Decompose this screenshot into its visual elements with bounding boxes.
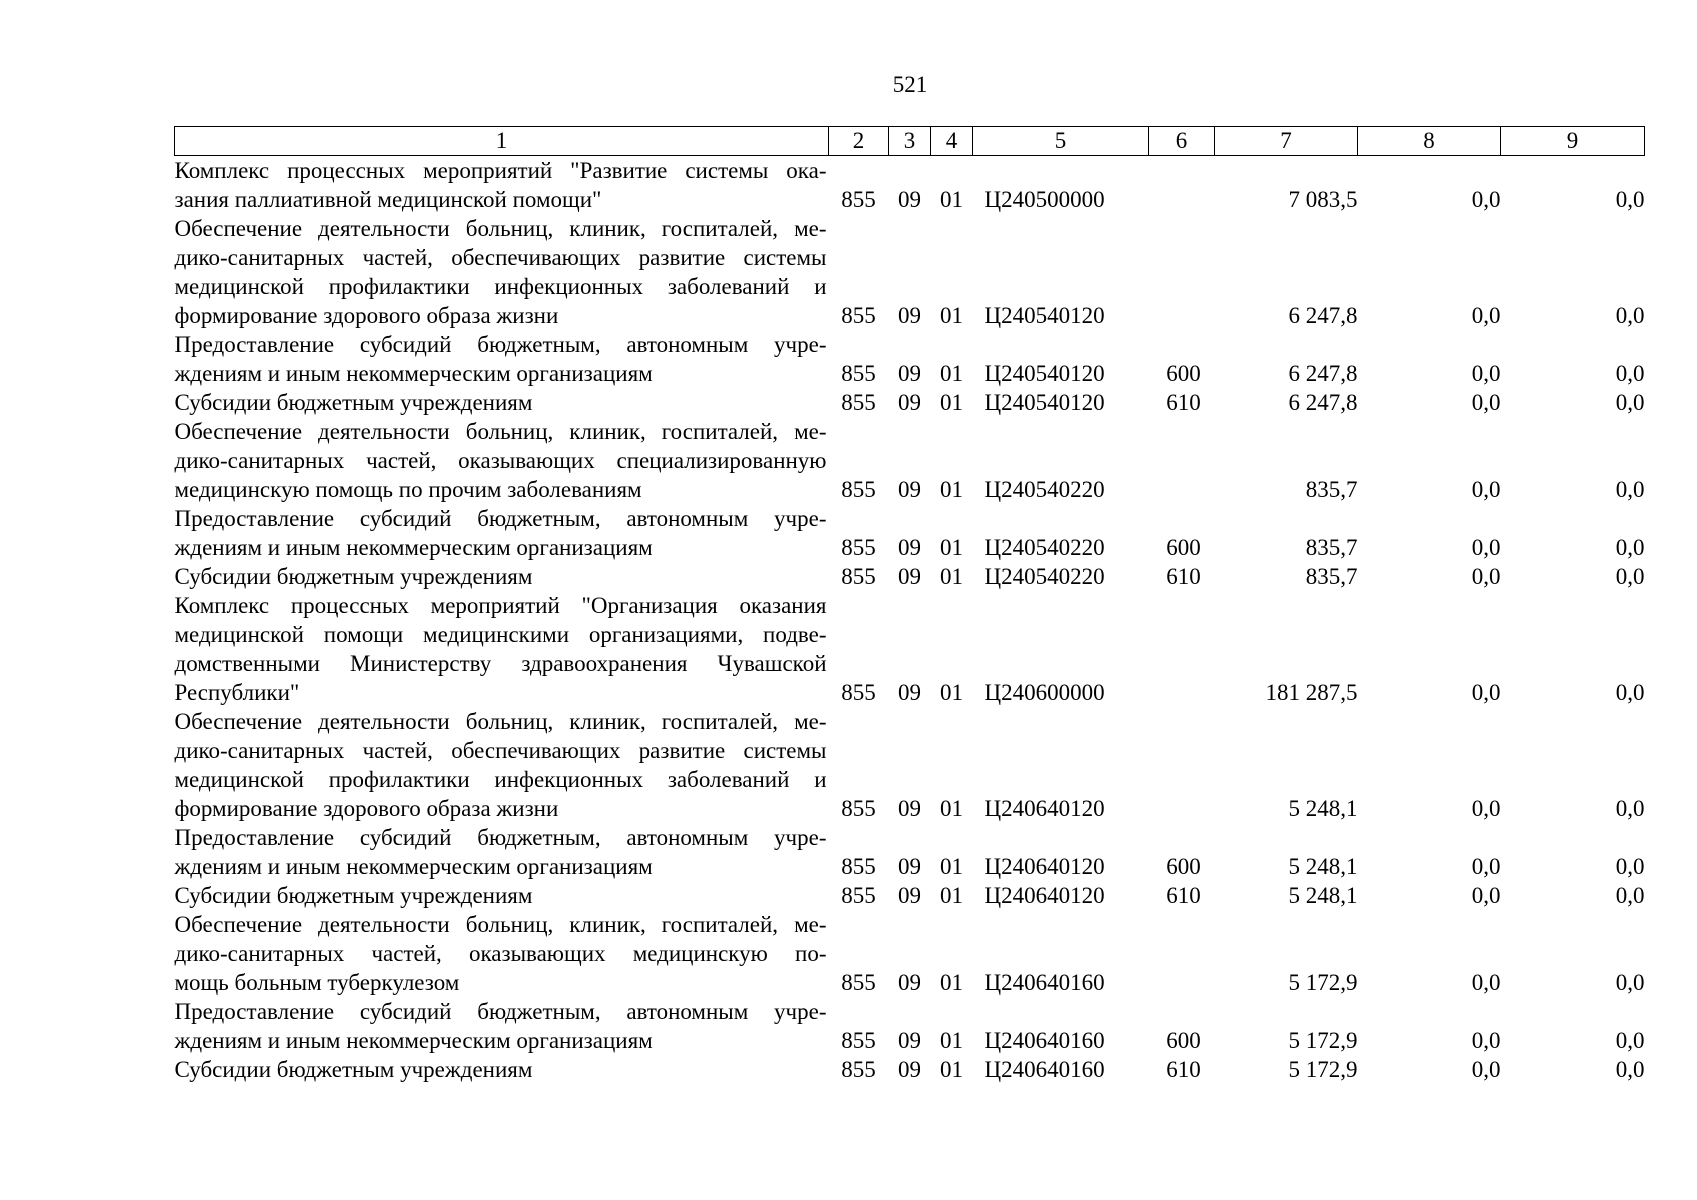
header-cell-9: 9	[1501, 127, 1645, 156]
row-name-line: ждениям и иным некоммерческим организациям	[174, 854, 653, 879]
section-code-cell: 09	[898, 477, 921, 502]
section-code-cell: 09	[898, 535, 921, 560]
ministry-code-cell: 855	[841, 970, 876, 995]
row-name-cell	[175, 562, 829, 591]
expense-type-cell: 600	[1166, 535, 1201, 560]
target-article-cell: Ц240640160	[984, 1057, 1105, 1082]
row-name-line: Обеспечение деятельности больниц, клиник, госпиталей, ме-	[174, 709, 827, 734]
row-name-line: Обеспечение деятельности больниц, клиник, госпиталей, ме-	[174, 419, 827, 444]
expense-type-cell: 600	[1166, 854, 1201, 879]
expense-type-cell: 600	[1166, 361, 1201, 386]
amount-col9-cell: 0,0	[1615, 564, 1645, 589]
amount-col8-cell: 0,0	[1471, 477, 1501, 502]
subsection-code-cell: 01	[940, 535, 963, 560]
amount-col8-cell: 0,0	[1471, 1028, 1501, 1053]
target-article-cell: Ц240640160	[984, 970, 1105, 995]
row-name-line: медицинской профилактики инфекционных заболеваний и	[174, 767, 827, 792]
table-row	[175, 910, 1645, 997]
row-name-line: дико-санитарных частей, оказывающих специализированную	[174, 448, 827, 473]
header-cell-5: 5	[973, 127, 1149, 156]
amount-col9-cell: 0,0	[1615, 796, 1645, 821]
ministry-code-cell: 855	[841, 796, 876, 821]
row-name-line: Обеспечение деятельности больниц, клиник, госпиталей, ме-	[174, 912, 827, 937]
ministry-code-cell: 855	[841, 883, 876, 908]
amount-col9-cell: 0,0	[1615, 680, 1645, 705]
subsection-code-cell: 01	[940, 680, 963, 705]
amount-col8-cell: 0,0	[1471, 680, 1501, 705]
row-name-line: Субсидии бюджетным учреждениям	[174, 564, 533, 589]
amount-col9-cell: 0,0	[1615, 883, 1645, 908]
amount-col8-cell: 0,0	[1471, 187, 1501, 212]
section-code-cell: 09	[898, 390, 921, 415]
row-name-line: дико-санитарных частей, оказывающих медицинскую по-	[174, 941, 827, 966]
amount-col7-cell: 5 248,1	[1288, 796, 1358, 821]
row-name-line: медицинской профилактики инфекционных заболеваний и	[174, 274, 827, 299]
subsection-code-cell: 01	[940, 796, 963, 821]
amount-col8-cell: 0,0	[1471, 535, 1501, 560]
ministry-code-cell: 855	[841, 477, 876, 502]
table-row	[175, 388, 1645, 417]
subsection-code-cell: 01	[940, 970, 963, 995]
subsection-code-cell: 01	[940, 1057, 963, 1082]
row-name-cell	[175, 214, 829, 330]
row-name-cell	[175, 156, 829, 215]
ministry-code-cell: 855	[841, 854, 876, 879]
amount-col9-cell: 0,0	[1615, 390, 1645, 415]
ministry-code-cell: 855	[841, 680, 876, 705]
target-article-cell: Ц240640120	[984, 796, 1105, 821]
ministry-code-cell: 855	[841, 303, 876, 328]
subsection-code-cell: 01	[940, 303, 963, 328]
table-row	[175, 1055, 1645, 1084]
amount-col7-cell: 7 083,5	[1288, 187, 1358, 212]
table-row	[175, 881, 1645, 910]
amount-col7-cell: 835,7	[1305, 535, 1358, 560]
amount-col7-cell: 5 248,1	[1288, 883, 1358, 908]
row-name-cell	[175, 881, 829, 910]
row-name-cell	[175, 388, 829, 417]
target-article-cell: Ц240640120	[984, 854, 1105, 879]
row-name-line: дико-санитарных частей, обеспечивающих развитие системы	[174, 738, 827, 763]
section-code-cell: 09	[898, 187, 921, 212]
target-article-cell: Ц240540120	[984, 361, 1105, 386]
amount-col8-cell: 0,0	[1471, 361, 1501, 386]
expense-type-cell: 610	[1166, 390, 1201, 415]
amount-col8-cell: 0,0	[1471, 303, 1501, 328]
target-article-cell: Ц240540220	[984, 477, 1105, 502]
amount-col7-cell: 6 247,8	[1288, 303, 1358, 328]
row-name-cell	[175, 1055, 829, 1084]
target-article-cell: Ц240540120	[984, 390, 1105, 415]
amount-col7-cell: 5 172,9	[1288, 970, 1358, 995]
row-name-cell	[175, 823, 829, 881]
amount-col9-cell: 0,0	[1615, 970, 1645, 995]
amount-col9-cell: 0,0	[1615, 477, 1645, 502]
expense-type-cell	[1149, 910, 1215, 997]
section-code-cell: 09	[898, 303, 921, 328]
row-name-cell	[175, 330, 829, 388]
subsection-code-cell: 01	[940, 883, 963, 908]
header-cell-8: 8	[1358, 127, 1501, 156]
section-code-cell: 09	[898, 680, 921, 705]
subsection-code-cell: 01	[940, 187, 963, 212]
row-name-line: Комплекс процессных мероприятий "Развитие системы ока-	[174, 158, 827, 183]
table-row	[175, 156, 1645, 215]
expense-type-cell	[1149, 214, 1215, 330]
amount-col9-cell: 0,0	[1615, 1057, 1645, 1082]
subsection-code-cell: 01	[940, 854, 963, 879]
ministry-code-cell: 855	[841, 361, 876, 386]
section-code-cell: 09	[898, 361, 921, 386]
target-article-cell: Ц240540220	[984, 535, 1105, 560]
row-name-line: ждениям и иным некоммерческим организациям	[174, 1028, 653, 1053]
amount-col7-cell: 5 172,9	[1288, 1028, 1358, 1053]
amount-col8-cell: 0,0	[1471, 970, 1501, 995]
table-row	[175, 823, 1645, 881]
amount-col9-cell: 0,0	[1615, 1028, 1645, 1053]
table-row	[175, 591, 1645, 707]
row-name-line: домственными Министерству здравоохранения Чувашской	[174, 651, 827, 676]
row-name-line: ждениям и иным некоммерческим организациям	[174, 535, 653, 560]
amount-col7-cell: 5 248,1	[1288, 854, 1358, 879]
target-article-cell: Ц240640160	[984, 1028, 1105, 1053]
budget-table	[174, 126, 1645, 1084]
amount-col9-cell: 0,0	[1615, 361, 1645, 386]
amount-col8-cell: 0,0	[1471, 854, 1501, 879]
subsection-code-cell: 01	[940, 564, 963, 589]
header-cell-7: 7	[1215, 127, 1358, 156]
amount-col7-cell: 181 287,5	[1265, 680, 1358, 705]
subsection-code-cell: 01	[940, 1028, 963, 1053]
amount-col7-cell: 6 247,8	[1288, 361, 1358, 386]
amount-col9-cell: 0,0	[1615, 303, 1645, 328]
table-header	[175, 127, 1645, 156]
row-name-cell	[175, 504, 829, 562]
row-name-line: ждениям и иным некоммерческим организациям	[174, 361, 653, 386]
table-body	[175, 156, 1645, 1085]
page-number: 521	[892, 72, 928, 97]
header-row	[175, 127, 1645, 156]
expense-type-cell: 600	[1166, 1028, 1201, 1053]
amount-col7-cell: 5 172,9	[1288, 1057, 1358, 1082]
subsection-code-cell: 01	[940, 477, 963, 502]
table-row	[175, 504, 1645, 562]
header-cell-6: 6	[1149, 127, 1215, 156]
section-code-cell: 09	[898, 564, 921, 589]
ministry-code-cell: 855	[841, 187, 876, 212]
table-row	[175, 997, 1645, 1055]
row-name-cell	[175, 591, 829, 707]
header-cell-2: 2	[829, 127, 889, 156]
ministry-code-cell: 855	[841, 1028, 876, 1053]
row-name-line: Комплекс процессных мероприятий "Организация оказания	[174, 593, 827, 618]
row-name-line: Субсидии бюджетным учреждениям	[174, 390, 533, 415]
row-name-cell	[175, 707, 829, 823]
section-code-cell: 09	[898, 854, 921, 879]
section-code-cell: 09	[898, 796, 921, 821]
subsection-code-cell: 01	[940, 390, 963, 415]
target-article-cell: Ц240640120	[984, 883, 1105, 908]
target-article-cell: Ц240540120	[984, 303, 1105, 328]
amount-col7-cell: 835,7	[1305, 564, 1358, 589]
expense-type-cell	[1149, 156, 1215, 215]
row-name-line: Предоставление субсидий бюджетным, автономным учре-	[174, 506, 827, 531]
section-code-cell: 09	[898, 1057, 921, 1082]
row-name-line: Предоставление субсидий бюджетным, автономным учре-	[174, 825, 827, 850]
amount-col9-cell: 0,0	[1615, 854, 1645, 879]
row-name-cell	[175, 997, 829, 1055]
row-name-line: формирование здорового образа жизни	[174, 303, 559, 328]
amount-col7-cell: 6 247,8	[1288, 390, 1358, 415]
table-row	[175, 330, 1645, 388]
section-code-cell: 09	[898, 883, 921, 908]
expense-type-cell	[1149, 417, 1215, 504]
row-name-line: дико-санитарных частей, обеспечивающих развитие системы	[174, 245, 827, 270]
subsection-code-cell: 01	[940, 361, 963, 386]
table-row	[175, 214, 1645, 330]
header-cell-1: 1	[175, 127, 829, 156]
expense-type-cell	[1149, 591, 1215, 707]
expense-type-cell: 610	[1166, 883, 1201, 908]
ministry-code-cell: 855	[841, 390, 876, 415]
table-row	[175, 562, 1645, 591]
section-code-cell: 09	[898, 1028, 921, 1053]
row-name-line: мощь больным туберкулезом	[174, 970, 460, 995]
row-name-cell	[175, 910, 829, 997]
amount-col8-cell: 0,0	[1471, 883, 1501, 908]
target-article-cell: Ц240600000	[984, 680, 1105, 705]
ministry-code-cell: 855	[841, 535, 876, 560]
ministry-code-cell: 855	[841, 564, 876, 589]
row-name-line: Субсидии бюджетным учреждениям	[174, 1057, 533, 1082]
amount-col7-cell: 835,7	[1305, 477, 1358, 502]
expense-type-cell: 610	[1166, 564, 1201, 589]
row-name-line: медицинскую помощь по прочим заболеваниям	[174, 477, 642, 502]
amount-col8-cell: 0,0	[1471, 796, 1501, 821]
amount-col9-cell: 0,0	[1615, 187, 1645, 212]
section-code-cell: 09	[898, 970, 921, 995]
target-article-cell: Ц240500000	[984, 187, 1105, 212]
amount-col8-cell: 0,0	[1471, 390, 1501, 415]
row-name-line: Предоставление субсидий бюджетным, автономным учре-	[174, 332, 827, 357]
row-name-line: медицинской помощи медицинскими организациями, подве-	[174, 622, 827, 647]
amount-col9-cell: 0,0	[1615, 535, 1645, 560]
expense-type-cell: 610	[1166, 1057, 1201, 1082]
amount-col8-cell: 0,0	[1471, 1057, 1501, 1082]
table-row	[175, 707, 1645, 823]
target-article-cell: Ц240540220	[984, 564, 1105, 589]
row-name-line: Обеспечение деятельности больниц, клиник, госпиталей, ме-	[174, 216, 827, 241]
row-name-line: Субсидии бюджетным учреждениям	[174, 883, 533, 908]
amount-col8-cell: 0,0	[1471, 564, 1501, 589]
row-name-line: Республики"	[174, 680, 300, 705]
expense-type-cell	[1149, 707, 1215, 823]
row-name-line: зания паллиативной медицинской помощи"	[174, 187, 602, 212]
row-name-line: Предоставление субсидий бюджетным, автономным учре-	[174, 999, 827, 1024]
row-name-cell	[175, 417, 829, 504]
row-name-line: формирование здорового образа жизни	[174, 796, 559, 821]
header-cell-4: 4	[931, 127, 973, 156]
ministry-code-cell: 855	[841, 1057, 876, 1082]
header-cell-3: 3	[889, 127, 931, 156]
table-row	[175, 417, 1645, 504]
